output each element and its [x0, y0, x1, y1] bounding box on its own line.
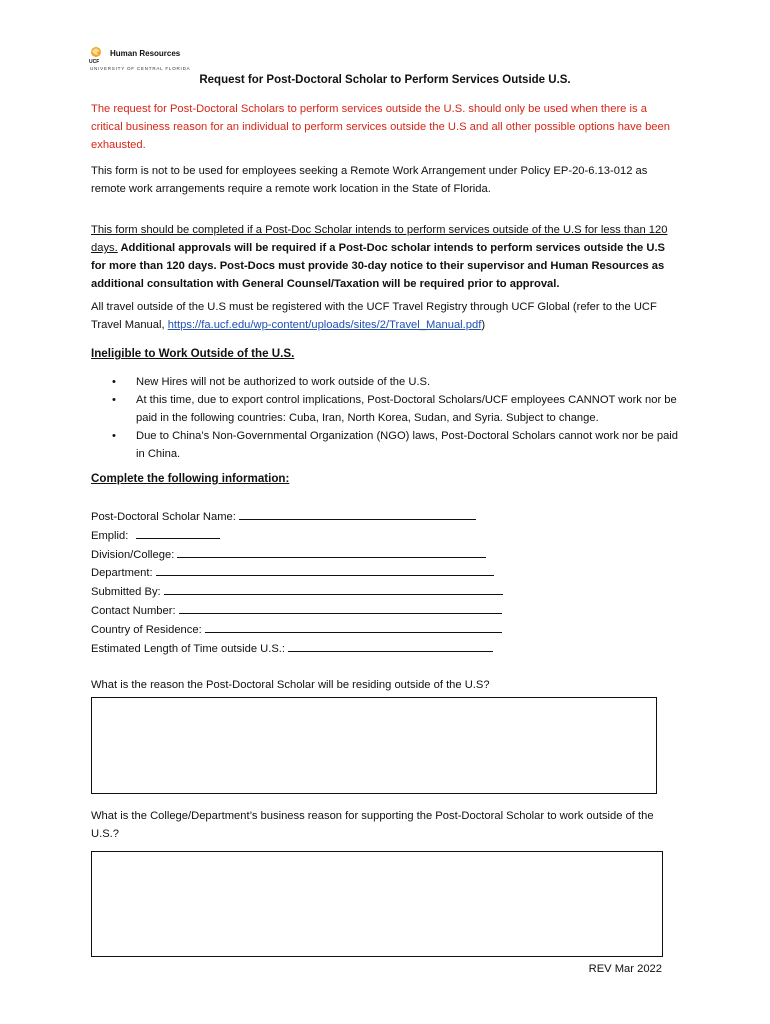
page-title: Request for Post-Doctoral Scholar to Perform Services Outside U.S.	[199, 74, 571, 86]
list-item-text: At this time, due to export control implications, Post-Doctoral Scholars/UCF employees CANNOT work nor be paid in the following countries: Cuba, Iran, North Korea, Sudan, and Syria. Subject to change.	[136, 394, 677, 424]
division-college-input[interactable]	[177, 546, 486, 558]
field-contact-number	[91, 602, 691, 621]
bullet: •	[112, 376, 116, 388]
question-reason-residing: What is the reason the Post-Doctoral Scholar will be residing outside of the U.S?	[91, 679, 490, 691]
completion-underlined-text: This form should be completed if a Post-Doc Scholar intends to perform services outside of the U.S for less than 120 days.	[91, 224, 668, 254]
bullet: •	[112, 430, 116, 442]
list-item-text: New Hires will not be authorized to work outside of the U.S.	[136, 376, 431, 388]
travel-text: All travel outside of the U.S must be registered with the UCF Travel Registry through UCF Global (refer to the UCF Travel Manual,	[91, 301, 657, 331]
question-business-reason: What is the College/Department’s business reason for supporting the Post-Doctoral Scholar to work outside of the U.S.?	[91, 810, 654, 840]
logo-subtitle: UNIVERSITY OF CENTRAL FLORIDA	[90, 66, 191, 71]
list-item	[91, 427, 681, 463]
business-reason-textarea[interactable]	[91, 851, 663, 957]
field-label: Country of Residence:	[91, 623, 202, 636]
reason-residing-textarea[interactable]	[91, 697, 657, 794]
ineligible-heading: Ineligible to Work Outside of the U.S.	[91, 347, 295, 360]
field-emplid	[91, 527, 691, 546]
ucf-pegasus-icon	[88, 46, 104, 64]
travel-manual-link[interactable]: https://fa.ucf.edu/wp-content/uploads/sites/2/Travel_Manual.pdf	[167, 319, 482, 331]
field-label: Estimated Length of Time outside U.S.:	[91, 642, 286, 655]
contact-number-input[interactable]	[179, 602, 502, 614]
country-residence-input[interactable]	[205, 621, 502, 633]
field-scholar-name	[91, 508, 691, 527]
revision-label: REV Mar 2022	[588, 963, 662, 975]
list-item-text: Due to China’s Non-Governmental Organization (NGO) laws, Post-Doctoral Scholars cannot work nor be paid in China.	[136, 430, 679, 460]
complete-info-heading: Complete the following information:	[91, 472, 290, 485]
completion-criteria	[91, 221, 677, 293]
submitted-by-input[interactable]	[164, 583, 503, 595]
field-label: Contact Number:	[91, 604, 176, 617]
field-label: Division/College:	[91, 548, 175, 561]
list-item	[91, 391, 681, 427]
field-country-residence	[91, 621, 691, 640]
remote-work-note: This form is not to be used for employees seeking a Remote Work Arrangement under Policy EP-20-6.13-012 as remote work arrangements require a remote work location in the State of Florida.	[91, 165, 648, 195]
svg-text:UCF: UCF	[89, 59, 100, 64]
scholar-name-input[interactable]	[239, 508, 476, 520]
emplid-input[interactable]	[136, 527, 220, 539]
field-submitted-by	[91, 583, 691, 602]
info-fields	[91, 508, 691, 658]
field-department	[91, 564, 691, 583]
list-item	[91, 373, 681, 391]
logo-title: Human Resources	[110, 49, 181, 58]
estimated-length-input[interactable]	[288, 640, 493, 652]
field-label: Submitted By:	[91, 586, 161, 599]
field-label: Department:	[91, 567, 153, 580]
travel-suffix: )	[481, 319, 486, 331]
field-label: Emplid:	[91, 529, 129, 542]
field-division-college	[91, 546, 691, 565]
bullet: •	[112, 394, 116, 406]
travel-registry-note	[91, 298, 677, 334]
field-label: Post-Doctoral Scholar Name:	[91, 511, 236, 523]
field-estimated-length	[91, 640, 691, 659]
completion-bold-text: Additional approvals will be required if a Post-Doc scholar intends to perform services outside the U.S for more than 120 days. Post-Docs must provide 30-day notice to their supervisor and Human Resources as additional consultation with General Counsel/Taxation will be required prior to approval.	[91, 242, 666, 290]
intro-warning: The request for Post-Doctoral Scholars to perform services outside the U.S. should only be used when there is a critical business reason for an individual to perform services outside the U.S and all other possible options have been exhausted.	[91, 103, 670, 151]
department-input[interactable]	[156, 564, 494, 576]
ineligible-list	[91, 373, 681, 463]
